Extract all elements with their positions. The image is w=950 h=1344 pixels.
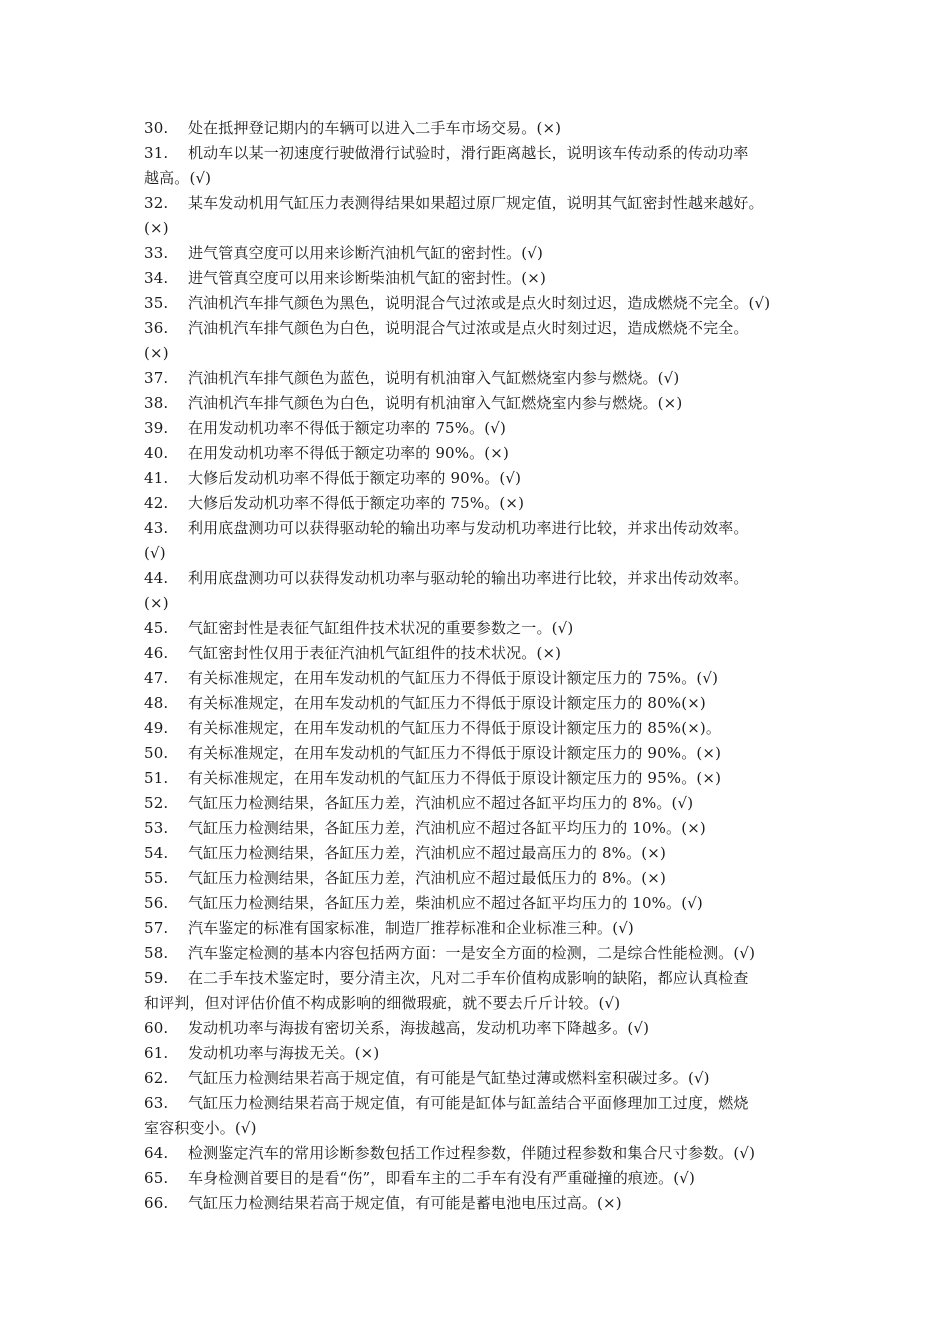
question-text-continued: 和评判，但对评估价值不构成影响的细微瑕疵，就不要去斤斤计较。(√): [144, 994, 621, 1012]
question-item: [144, 391, 808, 416]
question-number: 38.: [144, 394, 169, 412]
question-number: 65.: [144, 1169, 169, 1187]
question-item: [144, 566, 808, 616]
question-text: 发动机功率与海拔无关。(×): [188, 1044, 380, 1062]
question-text: 气缸压力检测结果若高于规定值，有可能是缸体与缸盖结合平面修理加工过度，燃烧: [188, 1094, 749, 1112]
question-text: 气缸密封性仅用于表征汽油机气缸组件的技术状况。(×): [188, 644, 562, 662]
question-number: 60.: [144, 1019, 169, 1037]
question-number: 53.: [144, 819, 169, 837]
question-number: 44.: [144, 569, 169, 587]
question-text: 进气管真空度可以用来诊断汽油机气缸的密封性。(√): [188, 244, 544, 262]
question-text: 某车发动机用气缸压力表测得结果如果超过原厂规定值，说明其气缸密封性越来越好。: [188, 194, 764, 212]
question-text-continued: (×): [144, 219, 169, 237]
question-text: 汽车鉴定检测的基本内容包括两方面：一是安全方面的检测，二是综合性能检测。(√): [188, 944, 756, 962]
question-text: 气缸压力检测结果，各缸压力差，柴油机应不超过各缸平均压力的 10%。(√): [188, 894, 703, 912]
question-text: 有关标准规定，在用车发动机的气缸压力不得低于原设计额定压力的 75%。(√): [188, 669, 719, 687]
question-number: 32.: [144, 194, 169, 212]
question-text: 气缸压力检测结果，各缸压力差，汽油机应不超过最低压力的 8%。(×): [188, 869, 666, 887]
question-number: 47.: [144, 669, 169, 687]
question-item: [144, 516, 808, 566]
question-text: 在二手车技术鉴定时，要分清主次，凡对二手车价值构成影响的缺陷，都应认真检查: [188, 969, 749, 987]
question-item: [144, 666, 808, 691]
question-text: 利用底盘测功可以获得驱动轮的输出功率与发动机功率进行比较，并求出传动效率。: [188, 519, 749, 537]
question-item: [144, 266, 808, 291]
question-text: 处在抵押登记期内的车辆可以进入二手车市场交易。(×): [188, 119, 562, 137]
question-number: 46.: [144, 644, 169, 662]
question-text: 发动机功率与海拔有密切关系，海拔越高，发动机功率下降越多。(√): [188, 1019, 650, 1037]
question-item: [144, 241, 808, 266]
question-number: 39.: [144, 419, 169, 437]
question-number: 52.: [144, 794, 169, 812]
question-text: 汽油机汽车排气颜色为白色，说明混合气过浓或是点火时刻过迟，造成燃烧不完全。: [188, 319, 749, 337]
question-item: [144, 191, 808, 241]
question-text: 有关标准规定，在用车发动机的气缸压力不得低于原设计额定压力的 85%(×)。: [188, 719, 722, 737]
question-item: [144, 1141, 808, 1166]
question-text: 利用底盘测功可以获得发动机功率与驱动轮的输出功率进行比较，并求出传动效率。: [188, 569, 749, 587]
question-number: 57.: [144, 919, 169, 937]
question-item: [144, 116, 808, 141]
question-text: 进气管真空度可以用来诊断柴油机气缸的密封性。(×): [188, 269, 547, 287]
question-item: [144, 291, 808, 316]
question-item: [144, 766, 808, 791]
question-text: 大修后发动机功率不得低于额定功率的 75%。(×): [188, 494, 525, 512]
question-item: [144, 816, 808, 841]
question-text: 气缸压力检测结果，各缸压力差，汽油机应不超过最高压力的 8%。(×): [188, 844, 666, 862]
question-number: 40.: [144, 444, 169, 462]
question-item: [144, 1191, 808, 1216]
question-number: 64.: [144, 1144, 169, 1162]
question-number: 45.: [144, 619, 169, 637]
question-number: 59.: [144, 969, 169, 987]
question-item: [144, 491, 808, 516]
question-item: [144, 1091, 808, 1141]
question-text-continued: 越高。(√): [144, 169, 212, 187]
question-text-continued: (√): [144, 544, 166, 562]
question-item: [144, 741, 808, 766]
question-number: 34.: [144, 269, 169, 287]
question-text: 机动车以某一初速度行驶做滑行试验时，滑行距离越长，说明该车传动系的传动功率: [188, 144, 749, 162]
question-text: 汽油机汽车排气颜色为蓝色，说明有机油窜入气缸燃烧室内参与燃烧。(√): [188, 369, 680, 387]
question-text: 气缸压力检测结果，各缸压力差，汽油机应不超过各缸平均压力的 10%。(×): [188, 819, 706, 837]
question-number: 51.: [144, 769, 169, 787]
question-item: [144, 141, 808, 191]
question-item: [144, 466, 808, 491]
question-text: 检测鉴定汽车的常用诊断参数包括工作过程参数，伴随过程参数和集合尺寸参数。(√): [188, 1144, 756, 1162]
question-item: [144, 366, 808, 391]
question-item: [144, 916, 808, 941]
question-item: [144, 716, 808, 741]
question-number: 66.: [144, 1194, 169, 1212]
question-item: [144, 691, 808, 716]
question-text: 在用发动机功率不得低于额定功率的 75%。(√): [188, 419, 506, 437]
question-item: [144, 1166, 808, 1191]
question-number: 55.: [144, 869, 169, 887]
question-text: 有关标准规定，在用车发动机的气缸压力不得低于原设计额定压力的 95%。(×): [188, 769, 722, 787]
question-number: 36.: [144, 319, 169, 337]
question-number: 37.: [144, 369, 169, 387]
question-number: 31.: [144, 144, 169, 162]
question-text: 气缸密封性是表征气缸组件技术状况的重要参数之一。(√): [188, 619, 574, 637]
question-item: [144, 441, 808, 466]
question-number: 41.: [144, 469, 169, 487]
question-text: 有关标准规定，在用车发动机的气缸压力不得低于原设计额定压力的 80%(×): [188, 694, 706, 712]
question-number: 35.: [144, 294, 169, 312]
question-number: 63.: [144, 1094, 169, 1112]
question-text: 气缸压力检测结果若高于规定值，有可能是蓄电池电压过高。(×): [188, 1194, 622, 1212]
question-item: [144, 891, 808, 916]
question-number: 43.: [144, 519, 169, 537]
question-item: [144, 1041, 808, 1066]
question-text: 汽油机汽车排气颜色为黑色，说明混合气过浓或是点火时刻过迟，造成燃烧不完全。(√): [188, 294, 771, 312]
question-number: 58.: [144, 944, 169, 962]
question-number: 42.: [144, 494, 169, 512]
question-text: 在用发动机功率不得低于额定功率的 90%。(×): [188, 444, 509, 462]
question-item: [144, 1066, 808, 1091]
question-number: 48.: [144, 694, 169, 712]
question-text: 大修后发动机功率不得低于额定功率的 90%。(√): [188, 469, 522, 487]
question-item: [144, 841, 808, 866]
question-text: 气缸压力检测结果若高于规定值，有可能是气缸垫过薄或燃料室积碳过多。(√): [188, 1069, 710, 1087]
question-number: 30.: [144, 119, 169, 137]
question-number: 62.: [144, 1069, 169, 1087]
question-item: [144, 966, 808, 1016]
question-item: [144, 1016, 808, 1041]
question-text: 汽油机汽车排气颜色为白色，说明有机油窜入气缸燃烧室内参与燃烧。(×): [188, 394, 683, 412]
question-text-continued: 室容积变小。(√): [144, 1119, 257, 1137]
question-item: [144, 416, 808, 441]
question-text: 有关标准规定，在用车发动机的气缸压力不得低于原设计额定压力的 90%。(×): [188, 744, 722, 762]
question-text: 气缸压力检测结果，各缸压力差，汽油机应不超过各缸平均压力的 8%。(√): [188, 794, 694, 812]
question-number: 56.: [144, 894, 169, 912]
question-number: 50.: [144, 744, 169, 762]
question-item: [144, 866, 808, 891]
question-text-continued: (×): [144, 344, 169, 362]
question-item: [144, 941, 808, 966]
question-number: 33.: [144, 244, 169, 262]
question-text-continued: (×): [144, 594, 169, 612]
question-item: [144, 791, 808, 816]
question-list: [144, 116, 808, 1216]
question-number: 54.: [144, 844, 169, 862]
question-number: 49.: [144, 719, 169, 737]
question-item: [144, 616, 808, 641]
question-text: 汽车鉴定的标准有国家标准，制造厂推荐标准和企业标准三种。(√): [188, 919, 634, 937]
question-text: 车身检测首要目的是看“伤”，即看车主的二手车有没有严重碰撞的痕迹。(√): [188, 1169, 696, 1187]
question-item: [144, 641, 808, 666]
question-item: [144, 316, 808, 366]
question-number: 61.: [144, 1044, 169, 1062]
